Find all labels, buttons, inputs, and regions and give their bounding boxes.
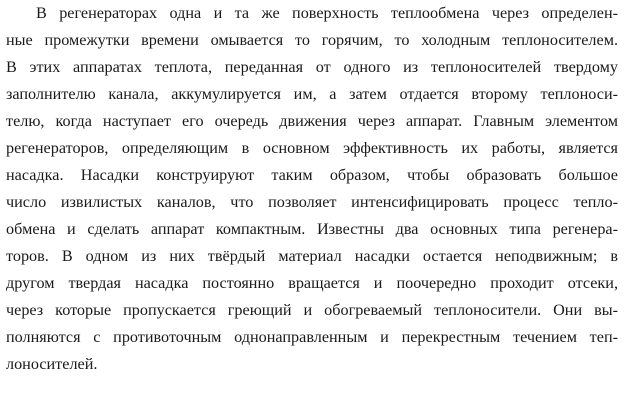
text-line: В регенераторах одна и та же поверхность теплообмена через определен- <box>36 4 618 22</box>
text-line: лоносителей. <box>6 355 98 373</box>
text-line: через которые пропускается греющий и обогреваемый теплоносители. Они вы- <box>6 301 618 319</box>
text-line: В этих аппаратах теплота, переданная от одного из теплоносителей твердому <box>6 58 618 76</box>
body-paragraph <box>6 0 618 378</box>
text-line: полняются с противоточным однонаправленным и перекрестным течением теп- <box>6 328 618 346</box>
text-line: торов. В одном из них твёрдый материал насадки остается неподвижным; в <box>6 247 618 265</box>
text-line: число извилистых каналов, что позволяет интенсифицировать процесс тепло- <box>6 193 618 211</box>
text-line: обмена и сделать аппарат компактным. Известны два основных типа регенера- <box>6 220 618 238</box>
text-line: телю, когда наступает его очередь движения через аппарат. Главным элементом <box>6 112 618 130</box>
text-line: заполнителю канала, аккумулируется им, а затем отдается второму теплоноси- <box>6 85 618 103</box>
text-line: насадка. Насадки конструируют таким образом, чтобы образовать большое <box>6 166 618 184</box>
text-line: ные промежутки времени омывается то горячим, то холодным теплоносителем. <box>6 31 618 49</box>
text-line: другом твердая насадка постоянно вращается и поочередно проходит отсеки, <box>6 274 618 292</box>
text-line: регенераторов, определяющим в основном эффективность их работы, является <box>6 139 618 157</box>
